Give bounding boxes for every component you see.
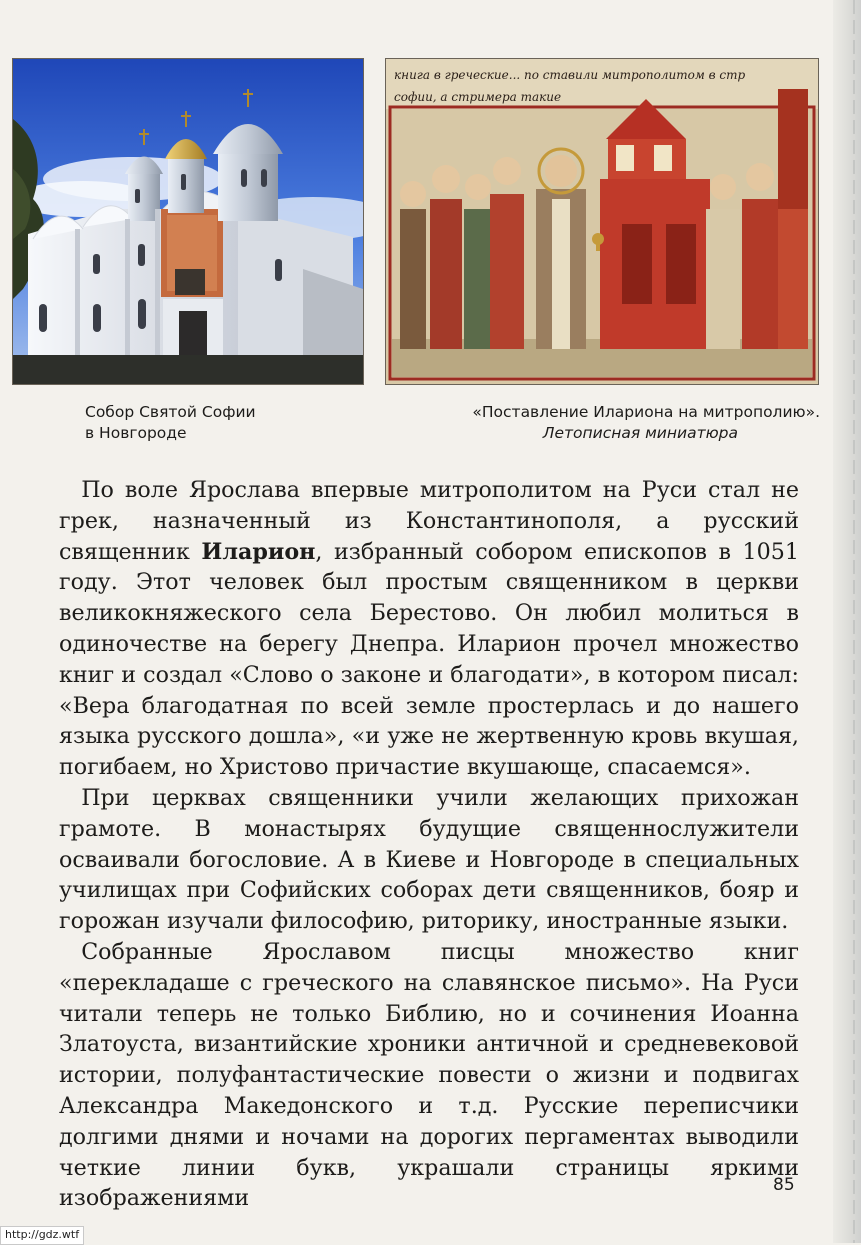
watermark-link[interactable]: http://gdz.wtf <box>0 1226 84 1245</box>
inscription-line-1: книга в греческие... по ставили митрополитом в стр <box>394 68 746 82</box>
inscription-line-2: софии, а стримера такие <box>394 90 562 104</box>
body-text <box>59 475 799 1214</box>
paragraph-1-rest: , избранный собором епископов в 1051 году. Этот человек был простым священником в церкви великокняжеского села Берестово. Он любил молиться в одиночестве на берегу Днепра. Иларион прочел множество книг и создал «Слово о законе и благодати», в котором писал: «Вера благодатная по всей земле простерлась и до нашего языка русского дошла», «и уже не жертвенную кровь вкушая, погибаем, но Христово причастие вкушающе, спасаемся». <box>59 538 799 781</box>
page-edge <box>833 0 861 1243</box>
caption-cathedral-line-1: Собор Святой Софии <box>85 403 256 421</box>
caption-miniature-line-2: Летописная миниатюра <box>542 424 738 442</box>
chronicle-miniature <box>385 58 819 385</box>
paragraph-2-text: При церквах священники учили желающих прихожан грамоте. В монастырях будущие священнослужители осваивали богословие. А в Киеве и Новгороде в специальных училищах при Софийских соборах дети священников, бояр и горожан изучали философию, риторику, иностранные языки. <box>59 784 799 935</box>
page-number: 85 <box>773 1175 795 1195</box>
caption-cathedral-line-2: в Новгороде <box>85 424 187 442</box>
caption-miniature-line-1: «Поставление Илариона на митрополию». <box>472 403 820 421</box>
caption-cathedral <box>85 402 345 444</box>
paragraph-3-text: Собранные Ярославом писцы множество книг «перекладаше с греческого на славянское письмо». На Руси читали теперь не только Библию, но и сочинения Иоанна Златоуста, византийские хроники античной и средневековой истории, полуфантастические повести о жизни и подвигах Александра Македонского и т.д. Русские переписчики долгими днями и ночами на дорогих пергаментах выводили четкие линии букв, украшали страницы яркими изображениями <box>59 938 799 1212</box>
bold-name: Иларион <box>201 538 316 565</box>
cathedral-photo <box>12 58 364 385</box>
paragraph-1-start: По воле Ярослава впервые митрополитом на Руси стал не грек, назначенный из Константинополя, а русский священник <box>59 477 799 565</box>
caption-miniature <box>400 402 820 444</box>
paragraph-3 <box>59 937 799 1214</box>
paragraph-1 <box>59 475 799 783</box>
paragraph-2 <box>59 783 799 937</box>
